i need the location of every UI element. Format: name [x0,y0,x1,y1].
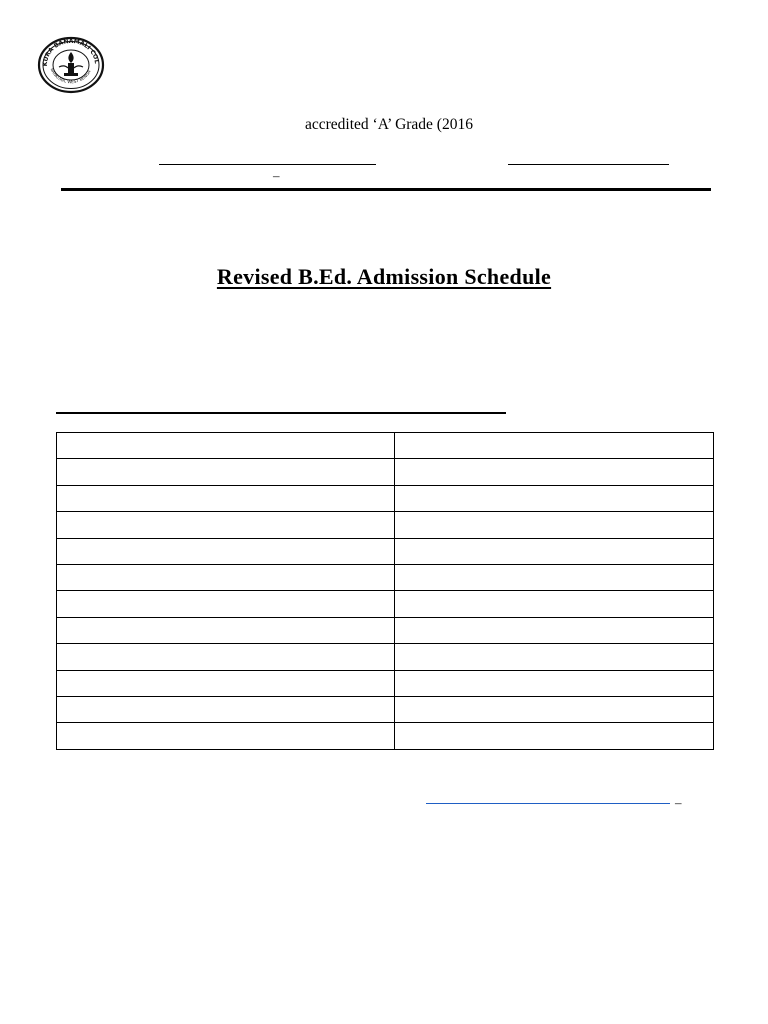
table-row [57,564,714,590]
admission-schedule-table [56,432,714,750]
schedule-date-cell [395,564,714,590]
schedule-date-cell [395,696,714,722]
table-row [57,670,714,696]
table-row [57,433,714,459]
schedule-date-cell [395,644,714,670]
schedule-date-cell [395,538,714,564]
schedule-date-cell [395,512,714,538]
schedule-event-cell [57,433,395,459]
schedule-date-cell [395,433,714,459]
page-title: Revised B.Ed. Admission Schedule [216,264,552,289]
schedule-event-cell [57,696,395,722]
table-row [57,644,714,670]
table-row [57,512,714,538]
schedule-date-cell [395,617,714,643]
schedule-event-cell [57,723,395,749]
header-underline-left [159,164,376,165]
schedule-event-cell [57,591,395,617]
table-row [57,538,714,564]
schedule-event-cell [57,459,395,485]
seal-top-text: KURA BANAMALI COL [41,37,100,67]
table-row [57,723,714,749]
schedule-event-cell [57,538,395,564]
table-row [57,591,714,617]
table-row [57,617,714,643]
college-seal-logo [37,36,105,94]
header-dash: – [273,168,280,183]
seal-bottom-text: BANKURA, WEST BENGA [49,67,92,85]
footer-dash: – [675,795,682,810]
schedule-event-cell [57,644,395,670]
schedule-date-cell [395,459,714,485]
schedule-date-cell [395,670,714,696]
schedule-date-cell [395,591,714,617]
footer-link[interactable] [426,803,670,804]
header-rule [61,188,711,191]
header-underline-right [508,164,669,165]
table-row [57,696,714,722]
table-row [57,485,714,511]
table-row [57,459,714,485]
schedule-event-cell [57,512,395,538]
schedule-event-cell [57,617,395,643]
schedule-date-cell [395,723,714,749]
schedule-event-cell [57,485,395,511]
accreditation-text: accredited ‘A’ Grade (2016 [305,116,473,133]
schedule-date-cell [395,485,714,511]
schedule-event-cell [57,564,395,590]
table-heading-underline [56,412,506,414]
schedule-event-cell [57,670,395,696]
